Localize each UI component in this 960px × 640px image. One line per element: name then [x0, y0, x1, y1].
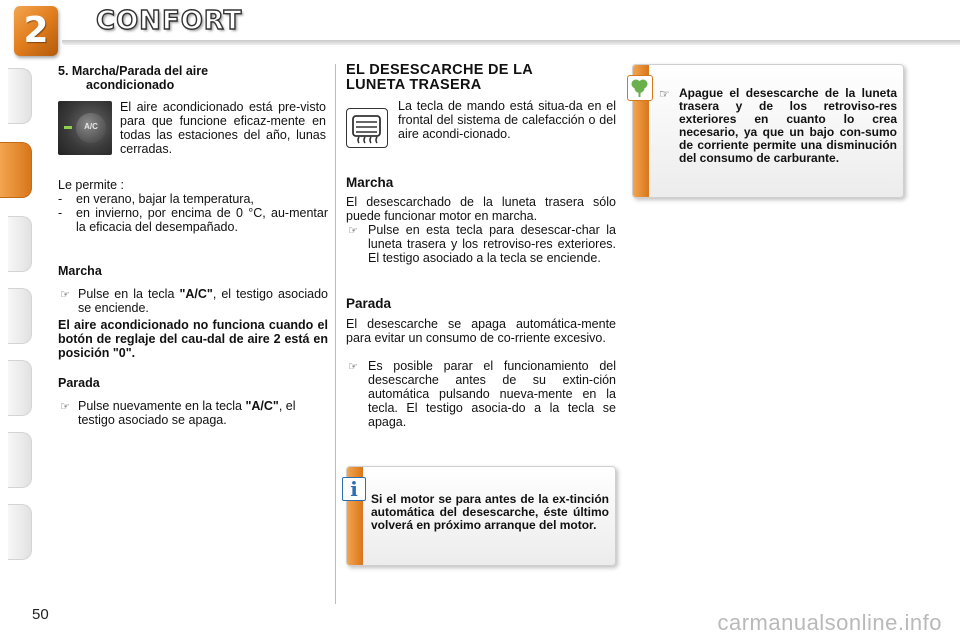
marcha-text-middle: El desescarchado de la luneta trasera sólo puede funcionar motor en marcha. — [346, 195, 616, 223]
parada-text-middle: El desescarche se apaga automática-mente para evitar un consumo de co-rriente excesivo. — [346, 317, 616, 345]
parada-heading-left: Parada — [58, 376, 100, 390]
page-header — [0, 0, 960, 60]
marcha-instruction-left — [78, 287, 328, 315]
eco-tip-text: Apague el desescarche de la luneta trasera y de los retroviso-res exteriores en cuanto lo crea necesario, ya que un bajo con-sumo de corriente permite una disminución del consumo de carburante. — [679, 86, 897, 165]
page-number: 50 — [32, 606, 49, 623]
pointer-icon: ☞ — [659, 87, 670, 101]
parada-key: "A/C" — [245, 399, 279, 413]
leaf-icon — [627, 75, 653, 101]
ac-intro-text: El aire acondicionado está pre-visto para que funcione eficaz-mente en todas las estaciones del año, lunas cerradas. — [120, 100, 326, 156]
info-note-box — [346, 466, 616, 566]
eco-tip-box — [632, 64, 904, 198]
permit-item-2: en invierno, por encima de 0 °C, au-mentar la eficacia del desempañado. — [76, 206, 328, 234]
info-note-text: Si el motor se para antes de la ex-tinción automática del desescarche, éste último volverá en próximo arranque del motor. — [371, 492, 609, 532]
chapter-number-badge: 2 — [14, 6, 58, 56]
watermark: carmanualsonline.info — [717, 610, 942, 635]
pointer-icon: ☞ — [60, 289, 70, 301]
chapter-title: CONFORT — [96, 6, 243, 36]
permits-label: Le permite : — [58, 178, 125, 192]
ac-led-icon — [64, 126, 72, 129]
chapter-tab-4[interactable] — [8, 288, 32, 344]
header-rule — [62, 40, 960, 45]
marcha-key: "A/C" — [179, 287, 213, 301]
chapter-tab-3[interactable] — [8, 216, 32, 272]
marcha-heading-middle: Marcha — [346, 175, 394, 190]
chapter-tab-1[interactable] — [8, 68, 32, 124]
column-divider — [335, 64, 336, 604]
parada-pre-text: Pulse nuevamente en la tecla — [78, 399, 246, 413]
parada-post-text: , el testigo asociado se apaga. — [78, 399, 296, 427]
section-title-line1: 5. Marcha/Parada del aire — [58, 64, 209, 78]
section-title-line2: acondicionado — [86, 78, 175, 92]
chapter-tab-2-active[interactable] — [0, 142, 32, 198]
pointer-icon: ☞ — [60, 401, 70, 413]
ac-knob-label: A/C — [84, 122, 98, 131]
marcha-warning: El aire acondicionado no funciona cuando el botón de reglaje del cau-dal de aire 2 está en posición "0". — [58, 318, 328, 360]
parada-heading-middle: Parada — [346, 296, 392, 311]
chapter-tabs — [0, 62, 36, 582]
ac-button-icon — [58, 101, 112, 155]
dash-2: - — [58, 206, 63, 220]
permit-item-1: en verano, bajar la temperatura, — [76, 192, 254, 206]
info-icon: i — [342, 477, 366, 501]
chapter-tab-6[interactable] — [8, 432, 32, 488]
chapter-tab-7[interactable] — [8, 504, 32, 560]
marcha-pre-text: Pulse en la tecla — [78, 287, 180, 301]
marcha-post-text: , el testigo asociado se enciende. — [78, 287, 328, 315]
defrost-intro: La tecla de mando está situa-da en el frontal del sistema de calefacción o del aire acondi-cionado. — [398, 99, 616, 141]
parada-bullet-middle: Es posible parar el funcionamiento del desescarche antes de su extin-ción automática pulsando nueva-mente en la tecla. El testigo asocia-do a la tecla se apaga. — [368, 359, 616, 429]
marcha-bullet-middle: Pulse en esta tecla para desescar-char la luneta trasera y los retroviso-res exteriores. El testigo asociado a la tecla se enciende. — [368, 223, 616, 265]
ac-knob-icon — [76, 113, 106, 143]
rear-defrost-icon — [346, 108, 388, 148]
chapter-tab-5[interactable] — [8, 360, 32, 416]
parada-instruction-left — [78, 399, 332, 427]
pointer-icon: ☞ — [348, 225, 358, 237]
marcha-heading-left: Marcha — [58, 264, 102, 278]
pointer-icon: ☞ — [348, 361, 358, 373]
dash-1: - — [58, 192, 63, 206]
defrost-title-line2: LUNETA TRASERA — [346, 77, 482, 93]
defrost-title-line1: EL DESESCARCHE DE LA — [346, 62, 534, 78]
